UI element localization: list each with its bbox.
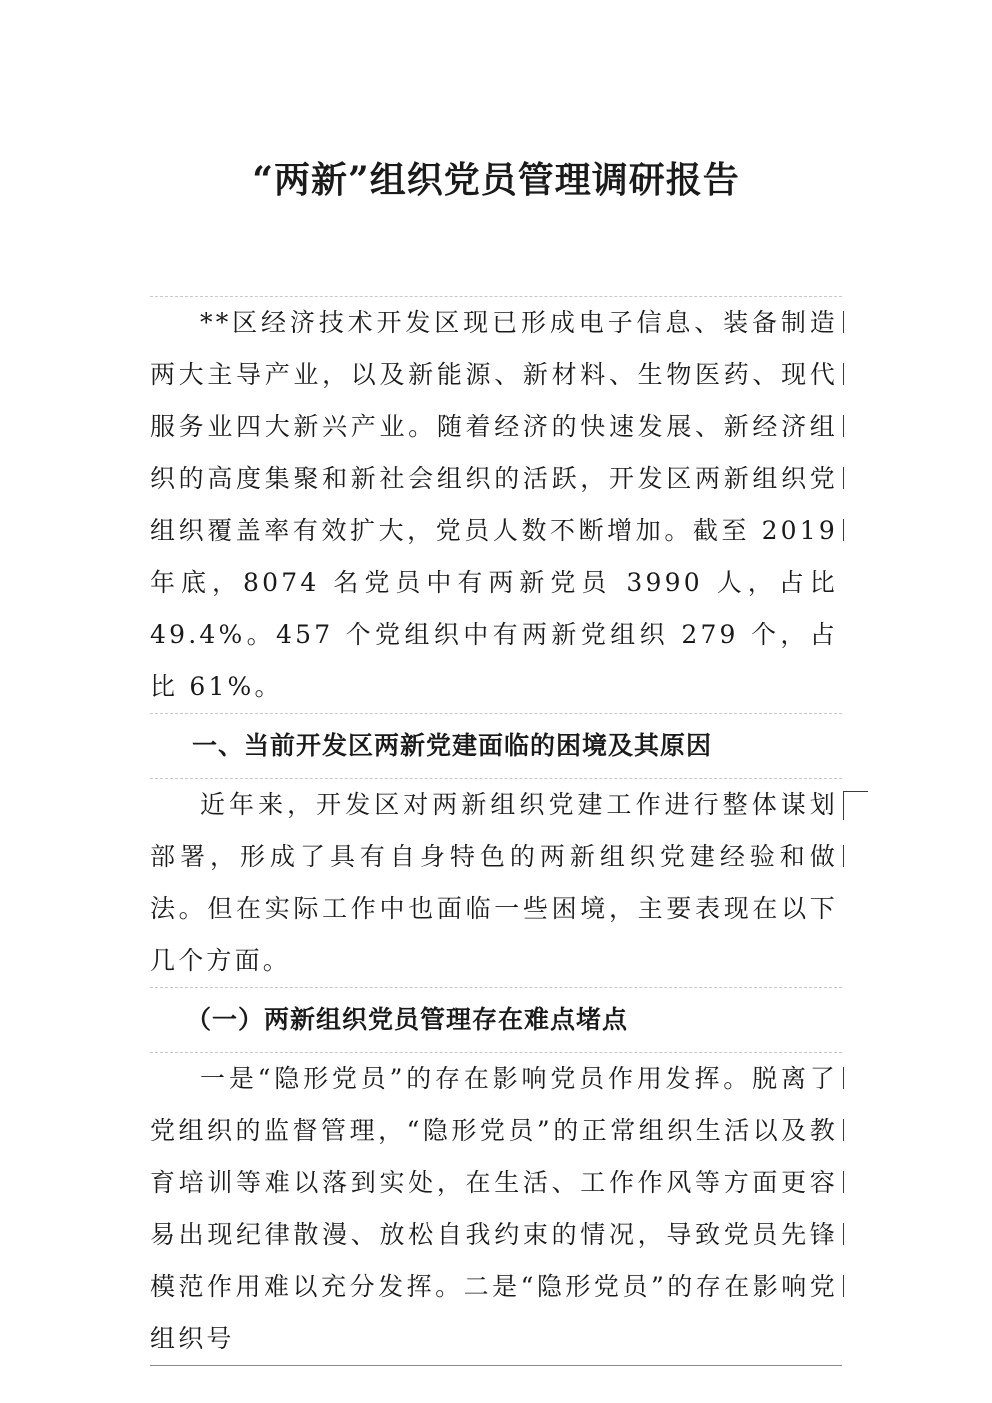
margin-marker — [843, 1067, 844, 1089]
document-title: “两新”组织党员管理调研报告 — [252, 159, 740, 201]
subsection1-heading-block — [150, 987, 842, 1052]
margin-marker — [843, 519, 844, 541]
margin-marker — [843, 467, 844, 489]
margin-marker — [843, 311, 844, 333]
section1-paragraph: 近年来，开发区对两新组织党建工作进行整体谋划部署，形成了具有自身特色的两新组织党建经验和做法。但在实际工作中也面临一些困境，主要表现在以下几个方面。 — [150, 790, 838, 975]
subsection1-paragraph: 一是“隐形党员”的存在影响党员作用发挥。脱离了党组织的监督管理，“隐形党员”的正常组织生活以及教育培训等难以落到实处，在生活、工作作风等方面更容易出现纪律散漫、放松自我约束的情况，导致党员先锋模范作用难以充分发挥。二是“隐形党员”的存在影响党组织号 — [150, 1064, 838, 1353]
section1-heading-block — [150, 713, 842, 778]
intro-block — [150, 296, 842, 713]
margin-marker — [843, 1119, 844, 1141]
margin-marker — [843, 415, 844, 437]
margin-marker — [843, 1171, 844, 1193]
margin-corner-marker — [843, 791, 868, 820]
subsection1-heading: （一）两新组织党员管理存在难点堵点 — [186, 1005, 629, 1034]
margin-marker — [843, 1223, 844, 1245]
section1-body-block — [150, 778, 842, 987]
intro-paragraph: **区经济技术开发区现已形成电子信息、装备制造两大主导产业，以及新能源、新材料、生物医药、现代服务业四大新兴产业。随着经济的快速发展、新经济组织的高度集聚和新社会组织的活跃，开发区两新组织党组织覆盖率有效扩大，党员人数不断增加。截至 2019 年底，8074 名党员中有两新党员 3990 人，占比 49.4%。457 个党组织中有两新党组织 279 个，占比 61%。 — [150, 308, 838, 701]
margin-marker — [843, 1275, 844, 1297]
section1-heading: 一、当前开发区两新党建面临的困境及其原因 — [192, 731, 713, 760]
subsection1-body-block — [150, 1052, 842, 1366]
margin-marker — [843, 363, 844, 385]
margin-marker — [843, 845, 844, 867]
document-body — [150, 296, 842, 1366]
